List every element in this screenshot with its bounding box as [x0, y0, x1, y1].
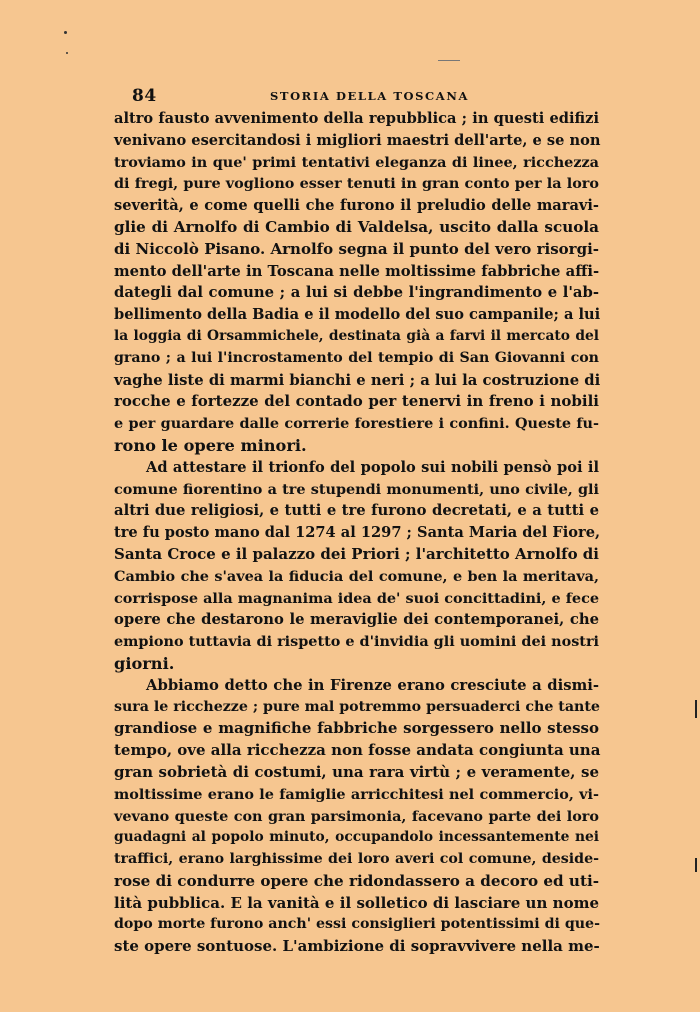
scan-speck — [64, 31, 67, 34]
body-text — [114, 108, 599, 958]
text-line: rocche e fortezze del contado per tenervi in freno i nobili — [114, 392, 599, 411]
text-line: di fregi, pure vogliono esser tenuti in gran conto per la loro — [114, 175, 599, 193]
text-line: severità, e come quelli che furono il preludio delle maravi- — [114, 197, 599, 215]
text-line: altro fausto avvenimento della repubblica ; in questi edifizi — [114, 110, 599, 127]
text-line: rose di condurre opere che ridondassero a decoro ed uti- — [114, 871, 600, 890]
text-line: grandiose e magnifiche fabbriche sorgessero nello stesso — [114, 719, 599, 738]
text-line: comune fiorentino a tre stupendi monumenti, uno civile, gli — [114, 480, 599, 498]
text-line: e per guardare dalle correrie forestiere i confini. Queste fu- — [114, 415, 599, 433]
text-line: dopo morte furono anch' essi consiglieri potentissimi di que- — [114, 916, 600, 933]
text-line: troviamo in que' primi tentativi eleganza di linee, ricchezza — [114, 153, 599, 171]
text-line: vaghe liste di marmi bianchi e neri ; a lui la costruzione di — [114, 371, 601, 389]
text-line: tre fu posto mano dal 1274 al 1297 ; Santa Maria del Fiore, — [114, 524, 601, 542]
text-line: vevano queste con gran parsimonia, facevano parte dei loro — [114, 807, 599, 825]
text-line: venivano esercitandosi i migliori maestri dell'arte, e se non — [114, 131, 601, 149]
text-line: la loggia di Orsammichele, destinata già a farvi il mercato del — [114, 327, 599, 344]
text-line: lità pubblica. E la vanità e il solletico di lasciare un nome — [114, 893, 599, 912]
text-line: sura le ricchezze ; pure mal potremmo persuaderci che tante — [114, 698, 600, 715]
text-line: guadagni al popolo minuto, occupandolo incessantemente nei — [114, 829, 599, 846]
text-line: altri due religiosi, e tutti e tre furono decretati, e a tutti e — [114, 502, 599, 520]
text-line: Ad attestare il trionfo del popolo sui nobili pensò poi il — [146, 458, 599, 476]
text-line: gran sobrietà di costumi, una rara virtù ; e veramente, se — [114, 762, 599, 781]
text-line: Cambio che s'avea la fiducia del comune, e ben la meritava, — [114, 567, 599, 585]
text-line: traffici, erano larghissime dei loro averi col comune, deside- — [114, 851, 599, 868]
paragraph — [114, 457, 599, 675]
paragraph — [114, 675, 599, 958]
text-line: giorni. — [114, 653, 175, 673]
scan-edge-mark — [695, 858, 697, 872]
page-number: 84 — [132, 86, 157, 106]
scan-edge-mark — [695, 700, 697, 718]
text-line: corrispose alla magnanima idea de' suoi concittadini, e fece — [114, 589, 599, 607]
text-line: glie di Arnolfo di Cambio di Valdelsa, uscito dalla scuola — [114, 217, 599, 236]
text-line: empiono tuttavia di rispetto e d'invidia gli uomini dei nostri — [114, 633, 599, 651]
text-line: moltissime erano le famiglie arricchitesi nel commercio, vi- — [114, 785, 599, 803]
text-line: ste opere sontuose. L'ambizione di sopravvivere nella me- — [114, 937, 600, 956]
text-line: mento dell'arte in Toscana nelle moltissime fabbriche affi- — [114, 262, 600, 280]
text-line: tempo, ove alla ricchezza non fosse andata congiunta una — [114, 741, 601, 760]
text-line: bellimento della Badia e il modello del suo campanile; a lui — [114, 306, 601, 324]
text-line: opere che destarono le meraviglie dei contemporanei, che — [114, 611, 599, 629]
scan-speck — [438, 60, 460, 61]
text-line: grano ; a lui l'incrostamento del tempio di San Giovanni con — [114, 349, 599, 366]
text-line: di Niccolò Pisano. Arnolfo segna il punto del vero risorgi- — [114, 239, 599, 258]
text-line: Santa Croce e il palazzo dei Priori ; l'architetto Arnolfo di — [114, 544, 599, 563]
paragraph — [114, 108, 599, 457]
text-line: dategli dal comune ; a lui si debbe l'ingrandimento e l'ab- — [114, 284, 599, 302]
text-line: rono le opere minori. — [114, 435, 307, 455]
running-head: STORIA DELLA TOSCANA — [270, 89, 469, 103]
text-line: Abbiamo detto che in Firenze erano cresciute a dismi- — [146, 676, 599, 694]
scan-speck — [66, 52, 68, 54]
